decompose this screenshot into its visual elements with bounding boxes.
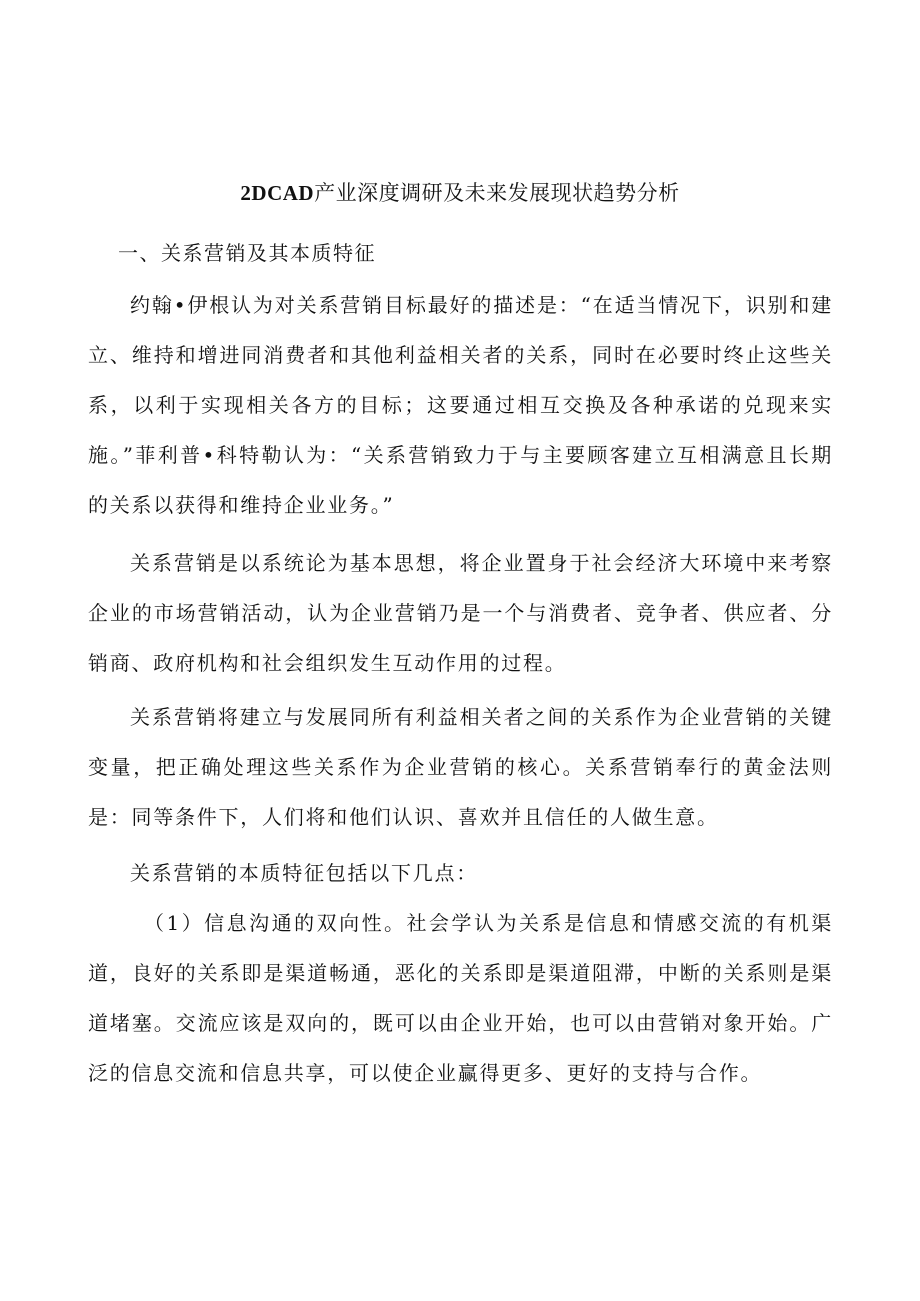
document-title-text: 产业深度调研及未来发展现状趋势分析 [314,181,680,205]
section-heading: 一、关系营销及其本质特征 [118,241,376,265]
paragraph-key-variable: 关系营销将建立与发展同所有利益相关者之间的关系作为企业营销的关键变量，把正确处理这些关系作为企业营销的核心。关系营销奉行的黄金法则是：同等条件下，人们将和他们认识、喜欢并且信任的人做生意。 [88,705,833,829]
document-title [0,178,920,208]
paragraph-system-theory: 关系营销是以系统论为基本思想，将企业置身于社会经济大环境中来考察企业的市场营销活动，认为企业营销乃是一个与消费者、竞争者、供应者、分销商、政府机构和社会组织发生互动作用的过程。 [88,551,833,675]
paragraph-features-intro: 关系营销的本质特征包括以下几点： [130,861,478,885]
paragraph-feature-1: （1）信息沟通的双向性。社会学认为关系是信息和情感交流的有机渠道，良好的关系即是渠道畅通，恶化的关系即是渠道阻滞，中断的关系则是渠道堵塞。交流应该是双向的，既可以由企业开始，也可以由营销对象开始。广泛的信息交流和信息共享，可以使企业赢得更多、更好的支持与合作。 [88,911,833,1085]
paragraph-definition: 约翰•伊根认为对关系营销目标最好的描述是：“在适当情况下，识别和建立、维持和增进同消费者和其他利益相关者的关系，同时在必要时终止这些关系，以利于实现相关各方的目标；这要通过相互交换及各种承诺的兑现来实施。”菲利普•科特勒认为：“关系营销致力于与主要顾客建立互相满意且长期的关系以获得和维持企业业务。” [88,293,833,517]
document-title-latin: 2DCAD [240,181,315,205]
